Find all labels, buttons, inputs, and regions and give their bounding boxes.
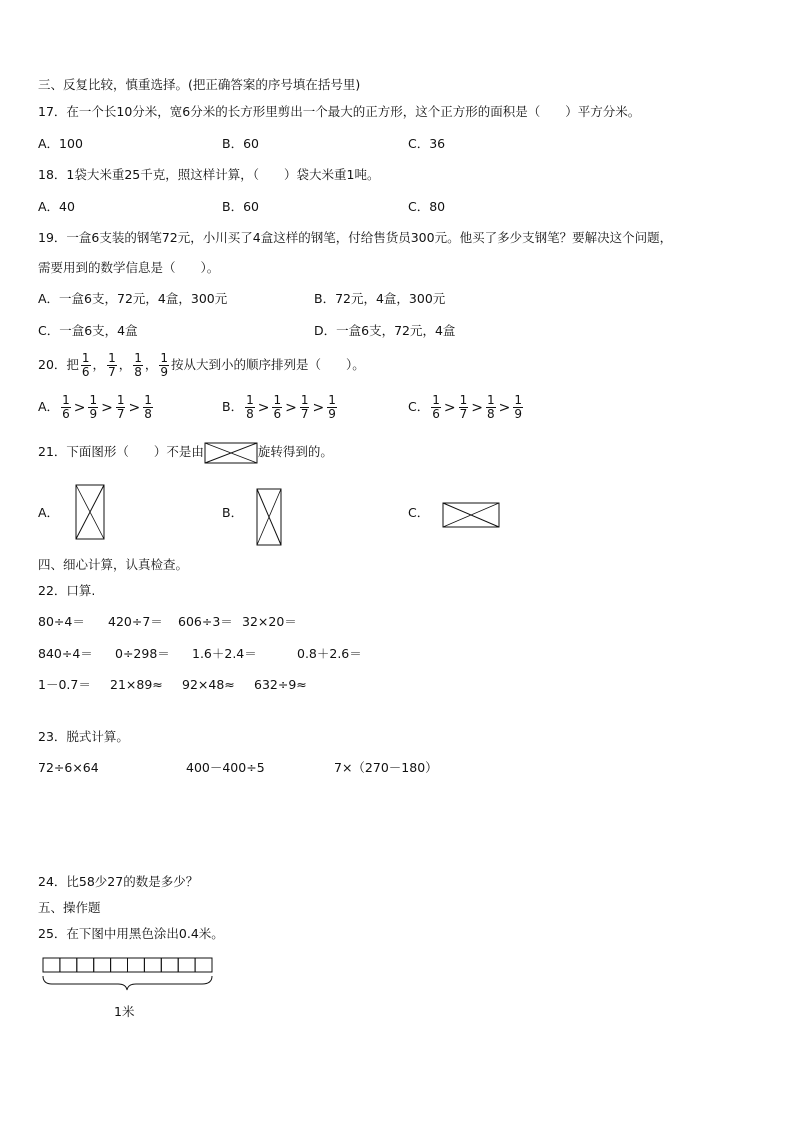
section-4-title: 四、细心计算，认真检查。 — [38, 557, 189, 572]
strip-cell[interactable] — [60, 958, 77, 972]
q17-option-c: C．36 — [408, 136, 446, 151]
q20-suffix: 按从大到小的顺序排列是（ ）。 — [171, 357, 365, 372]
brace-icon — [43, 976, 212, 990]
fraction: $\frac{1}{7}$ — [459, 393, 468, 421]
q25-stem: 25．在下图中用黑色涂出0.4米。 — [38, 926, 224, 941]
oral-calc-item: 21×89≈ — [110, 677, 163, 692]
q20-prefix: 20．把 — [38, 357, 79, 372]
fraction: $\frac{1}{6}$ — [62, 393, 70, 421]
fraction: $\frac{1}{7}$ — [300, 393, 309, 421]
stepwise-calc-item: 72÷6×64 — [38, 760, 99, 775]
section-3-title: 三、反复比较，慎重选择。(把正确答案的序号填在括号里) — [38, 77, 361, 92]
q23-title: 23．脱式计算。 — [38, 729, 129, 744]
oral-calc-item: 0÷298＝ — [115, 646, 170, 661]
strip-cell[interactable] — [178, 958, 195, 972]
q21-stem: 21．下面图形（ ）不是由 旋转得到的。 — [38, 440, 333, 464]
fraction: $\frac{1}{6}$ — [81, 351, 90, 379]
oral-calc-item: 80÷4＝ — [38, 614, 85, 629]
fraction: $\frac{1}{8}$ — [486, 393, 495, 421]
strip-cell[interactable] — [94, 958, 111, 972]
fraction: $\frac{1}{9}$ — [160, 351, 169, 379]
oral-calc-item: 420÷7＝ — [108, 614, 163, 629]
oral-calc-item: 0.8＋2.6＝ — [297, 646, 362, 661]
fraction: $\frac{1}{7}$ — [116, 393, 125, 421]
q18-stem: 18．1袋大米重25千克，照这样计算，（ ）袋大米重1吨。 — [38, 167, 380, 182]
q19-stem-line2: 需要用到的数学信息是（ ）。 — [38, 260, 220, 275]
stepwise-calc-item: 400－400÷5 — [186, 760, 265, 775]
fraction: $\frac{1}{8}$ — [134, 351, 142, 379]
oral-calc-item: 92×48≈ — [182, 677, 235, 692]
q20-option-a: A． $\frac{1}{6}$ > $\frac{1}{9}$ > $\frac{1}{7}$ > $\frac{1}{8}$ — [38, 393, 152, 421]
oral-calc-item: 606÷3＝ — [178, 614, 233, 629]
q18-option-b: B．60 — [222, 199, 259, 214]
strip-cell[interactable] — [161, 958, 178, 972]
fraction: $\frac{1}{9}$ — [328, 393, 336, 421]
q17-option-b: B．60 — [222, 136, 259, 151]
q21-option-a-figure — [74, 483, 108, 541]
oral-calc-item: 840÷4＝ — [38, 646, 93, 661]
fraction: $\frac{1}{9}$ — [89, 393, 98, 421]
fraction: $\frac{1}{7}$ — [108, 351, 116, 379]
q20-option-b: B． $\frac{1}{8}$ > $\frac{1}{6}$ > $\frac{1}{7}$ > $\frac{1}{9}$ — [222, 393, 336, 421]
oral-calc-item: 1－0.7＝ — [38, 677, 91, 692]
meter-label: 1米 — [114, 1004, 135, 1019]
strip-cell[interactable] — [128, 958, 145, 972]
strip-cell[interactable] — [43, 958, 60, 972]
q19-option-d: D．一盒6支，72元，4盒 — [314, 323, 456, 338]
q21-option-b-figure — [255, 487, 285, 547]
q20-option-c: C． $\frac{1}{6}$ > $\frac{1}{7}$ > $\frac{1}{8}$ > $\frac{1}{9}$ — [408, 393, 522, 421]
q21-option-b-label: B． — [222, 505, 244, 520]
q19-option-b: B．72元，4盒，300元 — [314, 291, 446, 306]
q18-option-a: A．40 — [38, 199, 75, 214]
fraction: $\frac{1}{6}$ — [432, 393, 440, 421]
q17-stem: 17．在一个长10分米，宽6分米的长方形里剪出一个最大的正方形，这个正方形的面积是（ ）平方分米。 — [38, 104, 641, 119]
q19-stem-line1: 19．一盒6支装的钢笔72元，小川买了4盒这样的钢笔，付给售货员300元。他买了多少支钢笔？要解决这个问题， — [38, 230, 673, 245]
q21-option-c-label: C． — [408, 505, 430, 520]
q17-option-a: A．100 — [38, 136, 83, 151]
oral-calc-item: 632÷9≈ — [254, 677, 307, 692]
q20-stem: 20．把 $\frac{1}{6}$ ， $\frac{1}{7}$ ， $\frac{1}{8}$ ， $\frac{1}{9}$ 按从大到小的顺序排列是（ ）。 — [38, 351, 365, 379]
meter-strip-figure — [40, 956, 220, 992]
stepwise-calc-item: 7×（270－180） — [334, 760, 438, 775]
q22-title: 22．口算. — [38, 583, 96, 598]
q21-option-a-label: A． — [38, 505, 60, 520]
q18-option-c: C．80 — [408, 199, 446, 214]
q21-option-c-figure — [441, 501, 501, 529]
oral-calc-item: 32×20＝ — [242, 614, 297, 629]
fraction: $\frac{1}{8}$ — [246, 393, 254, 421]
strip-cell[interactable] — [144, 958, 161, 972]
strip-cell[interactable] — [77, 958, 94, 972]
fraction: $\frac{1}{8}$ — [144, 393, 152, 421]
fraction: $\frac{1}{6}$ — [273, 393, 282, 421]
section-5-title: 五、操作题 — [38, 900, 101, 915]
strip-cell[interactable] — [111, 958, 128, 972]
q24-stem: 24．比58少27的数是多少？ — [38, 874, 199, 889]
strip-cell[interactable] — [195, 958, 212, 972]
q19-option-a: A．一盒6支，72元，4盒，300元 — [38, 291, 228, 306]
fraction: $\frac{1}{9}$ — [514, 393, 522, 421]
oral-calc-item: 1.6＋2.4＝ — [192, 646, 257, 661]
rectangle-figure-reference — [204, 442, 258, 464]
q19-option-c: C．一盒6支，4盒 — [38, 323, 138, 338]
